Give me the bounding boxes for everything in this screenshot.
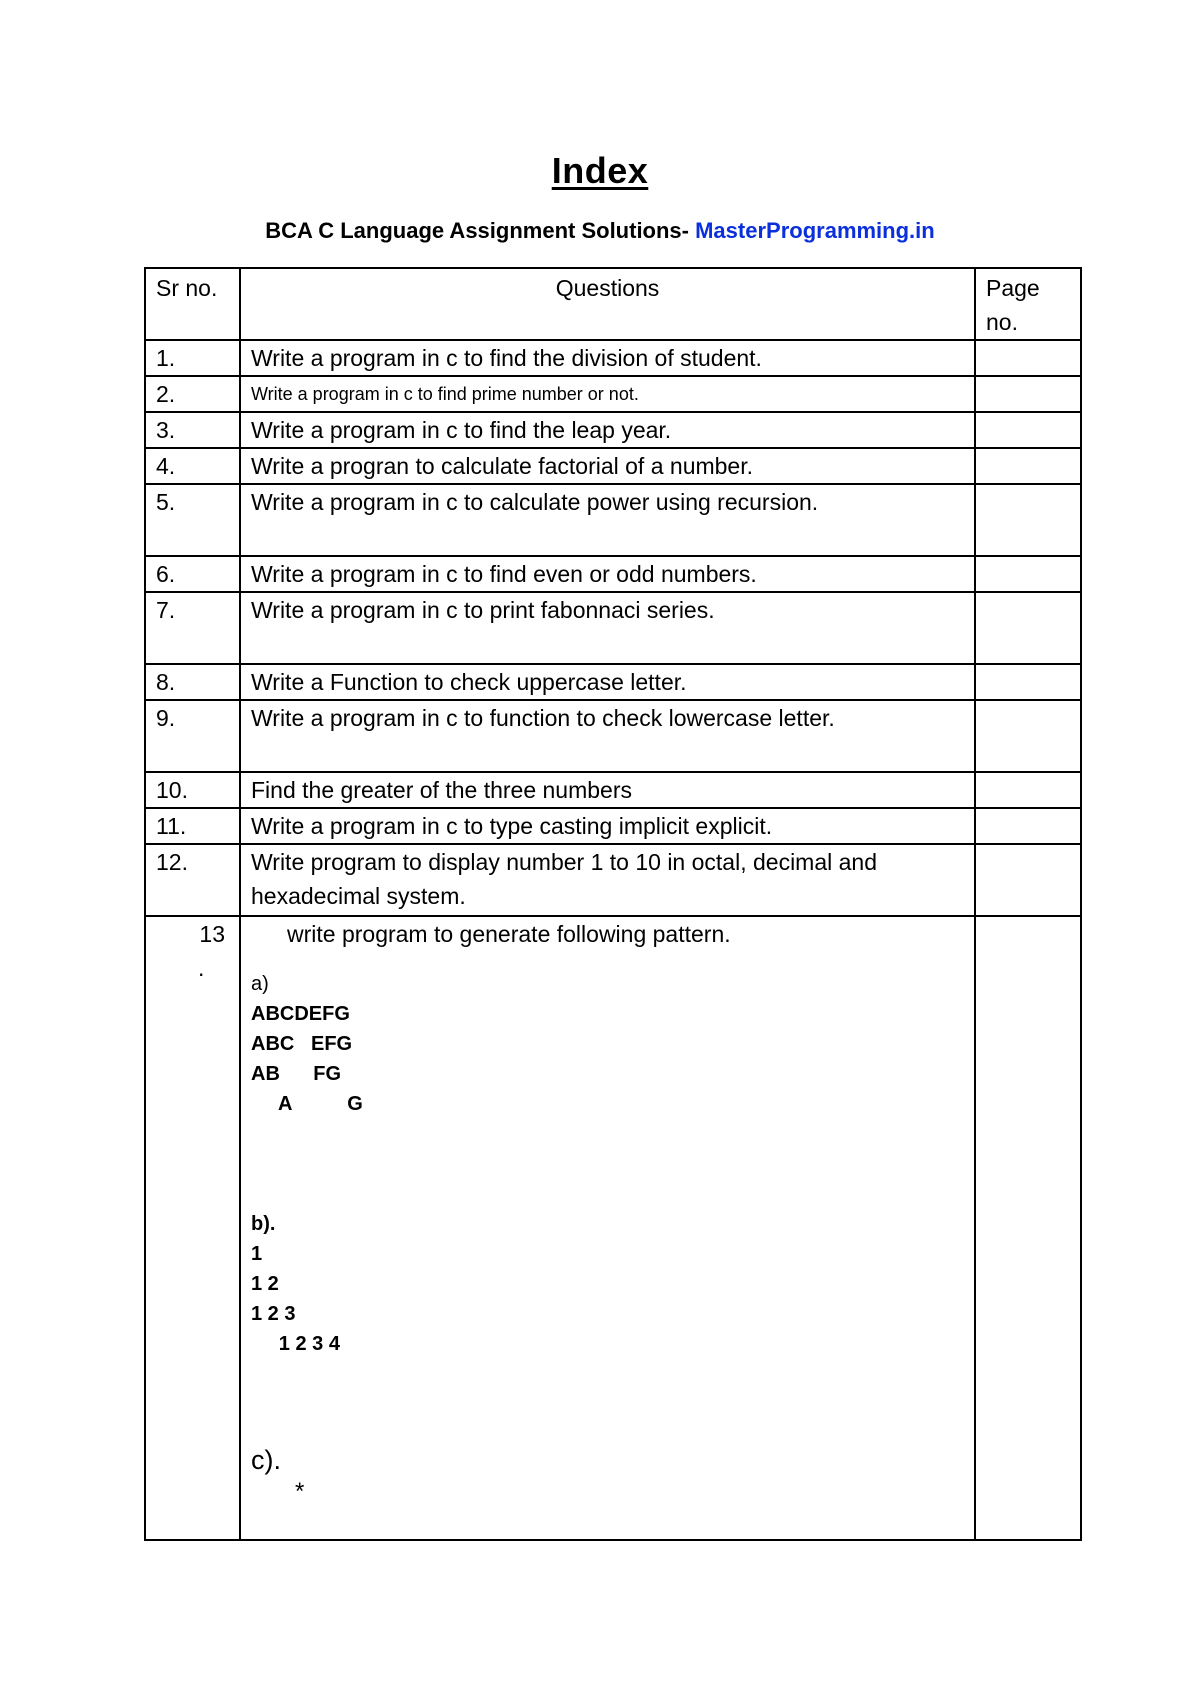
row-question bbox=[240, 916, 975, 1540]
brand-name: MasterProgramming.in bbox=[695, 218, 935, 243]
table-row bbox=[145, 664, 1081, 700]
row-sr-no: 10. bbox=[145, 772, 240, 808]
table-row bbox=[145, 592, 1081, 664]
table-row bbox=[145, 340, 1081, 376]
row-question: Write a program in c to find the leap year. bbox=[240, 412, 975, 448]
row-page-no bbox=[975, 340, 1081, 376]
row-question: Write a program in c to calculate power using recursion. bbox=[240, 484, 975, 556]
row-page-no bbox=[975, 772, 1081, 808]
pattern-a: ABCDEFG ABC EFG AB FG A G bbox=[251, 1003, 363, 1115]
pattern-a-label: a) bbox=[251, 973, 269, 995]
header-sr-no: Sr no. bbox=[145, 268, 240, 340]
row-sr-no: 8. bbox=[145, 664, 240, 700]
row-sr-no: 5. bbox=[145, 484, 240, 556]
page-subtitle bbox=[0, 218, 1200, 244]
row-page-no bbox=[975, 916, 1081, 1540]
page-title: Index bbox=[551, 150, 649, 191]
row-question: Write program to display number 1 to 10 in octal, decimal and hexadecimal system. bbox=[240, 844, 975, 916]
header-questions: Questions bbox=[240, 268, 975, 340]
table-row bbox=[145, 448, 1081, 484]
row-sr-no: 3. bbox=[145, 412, 240, 448]
row-sr-no: 9. bbox=[145, 700, 240, 772]
row-page-no bbox=[975, 556, 1081, 592]
row-page-no bbox=[975, 412, 1081, 448]
row-page-no bbox=[975, 592, 1081, 664]
row-question: Write a program in c to find prime number or not. bbox=[240, 376, 975, 412]
row-question: Write a program in c to type casting implicit explicit. bbox=[240, 808, 975, 844]
row-question: Write a Function to check uppercase letter. bbox=[240, 664, 975, 700]
row-sr-no: 4. bbox=[145, 448, 240, 484]
row-sr-no: 11. bbox=[145, 808, 240, 844]
table-row bbox=[145, 700, 1081, 772]
row-sr-no-line2: . bbox=[198, 955, 205, 981]
row-question: Write a progran to calculate factorial of a number. bbox=[240, 448, 975, 484]
table-row bbox=[145, 556, 1081, 592]
index-table bbox=[144, 267, 1082, 1541]
row-question: Write a program in c to find even or odd numbers. bbox=[240, 556, 975, 592]
pattern-question: write program to generate following pattern. bbox=[287, 921, 731, 947]
row-page-no bbox=[975, 448, 1081, 484]
pattern-b-label: b). bbox=[251, 1213, 276, 1235]
row-question: Find the greater of the three numbers bbox=[240, 772, 975, 808]
row-sr-no: 2. bbox=[145, 376, 240, 412]
table-row bbox=[145, 484, 1081, 556]
row-sr-no: 1. bbox=[145, 340, 240, 376]
row-page-no bbox=[975, 376, 1081, 412]
table-row-13 bbox=[145, 916, 1081, 1540]
table-row bbox=[145, 772, 1081, 808]
table-row bbox=[145, 808, 1081, 844]
row-question: Write a program in c to print fabonnaci series. bbox=[240, 592, 975, 664]
subtitle-text: BCA C Language Assignment Solutions- bbox=[265, 218, 696, 243]
row-sr-no: 6. bbox=[145, 556, 240, 592]
table-row bbox=[145, 412, 1081, 448]
row-sr-no bbox=[145, 916, 240, 1540]
row-question: Write a program in c to function to check lowercase letter. bbox=[240, 700, 975, 772]
row-page-no bbox=[975, 808, 1081, 844]
pattern-b: 1 1 2 1 2 3 1 2 3 4 bbox=[251, 1243, 340, 1355]
row-page-no bbox=[975, 484, 1081, 556]
row-sr-no: 7. bbox=[145, 592, 240, 664]
row-sr-no-line1: 13 bbox=[199, 921, 225, 947]
row-page-no bbox=[975, 664, 1081, 700]
pattern-c: * bbox=[295, 1478, 305, 1505]
table-row bbox=[145, 376, 1081, 412]
pattern-c-label: c). bbox=[251, 1445, 281, 1475]
row-question: Write a program in c to find the division of student. bbox=[240, 340, 975, 376]
table-row bbox=[145, 844, 1081, 916]
row-page-no bbox=[975, 700, 1081, 772]
table-header-row bbox=[145, 268, 1081, 340]
row-sr-no: 12. bbox=[145, 844, 240, 916]
header-page-no: Page no. bbox=[975, 268, 1081, 340]
row-page-no bbox=[975, 844, 1081, 916]
